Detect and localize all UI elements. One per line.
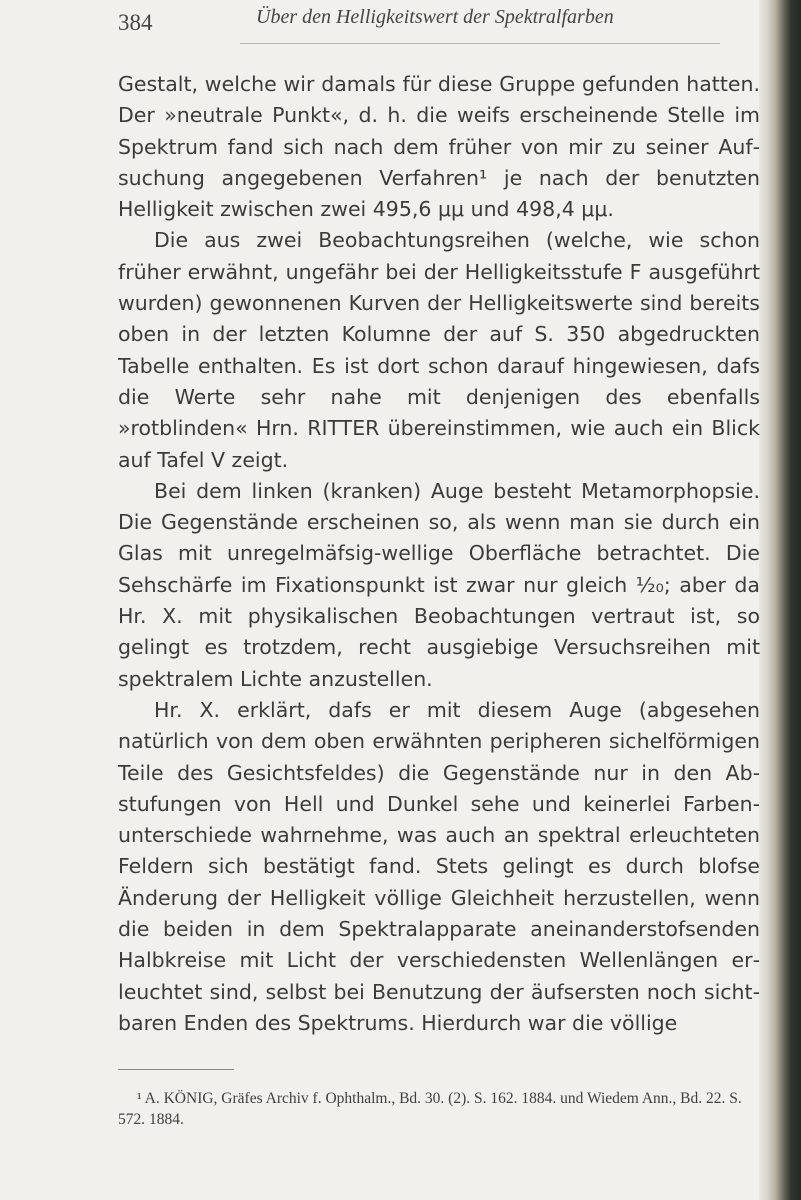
running-head: Über den Helligkeitswert der Spektralfarben xyxy=(256,6,614,28)
book-page-edge xyxy=(759,0,801,1200)
body-text xyxy=(118,69,760,1039)
page-header xyxy=(118,0,758,40)
footnote-text: ¹ A. KÖNIG, Gräfes Archiv f. Ophthalm., Bd. 30. (2). S. 162. 1884. und Wiedem Ann., Bd. 22. S. 572. 1884. xyxy=(118,1090,742,1128)
paragraph-3: Bei dem linken (kranken) Auge besteht Metamorphopsie. Die Gegenstände erscheinen so, als wenn man sie durch ein Glas mit unregelmäfsig-wellige Oberfläche betrachtet. Die Sehschärfe im Fixationspunkt ist zwar nur gleich ¹⁄₂₀; aber da Hr. X. mit physikalischen Beobachtungen vertraut ist, so gelingt es trotzdem, recht ausgiebige Versuchsreihen mit spektralem Lichte anzustellen. xyxy=(118,478,760,691)
paragraph-4: Hr. X. erklärt, dafs er mit diesem Auge (abgesehen natürlich von dem oben erwähnten peripheren sichelförmigen Teile des Gesichtsfeldes) die Gegenstände nur in den Abstufungen von Hell und Dunkel sehe und keinerlei Farbenunterschiede wahrnehme, was auch an spektral erleuchteten Feldern sich bestätigt fand. Stets gelingt es durch blofse Änderung der Helligkeit völlige Gleichheit herzustellen, wenn die beiden in dem Spektralapparate aneinanderstofsenden Halbkreise mit Licht der verschiedensten Wellenlängen erleuchtet sind, selbst bei Benutzung der äufsersten noch sichtbaren Enden des Spektrums. Hierdurch war die völlige xyxy=(118,697,760,1035)
header-rule xyxy=(240,43,720,44)
footnote xyxy=(118,1088,768,1130)
page-number: 384 xyxy=(118,10,153,35)
paragraph-1: Gestalt, welche wir damals für diese Gruppe gefunden hatten. Der »neutrale Punkt«, d. h. die weifs erscheinende Stelle im Spektrum fand sich nach dem früher von mir zu seiner Aufsuchung angegebenen Verfahren¹ je nach der benutzten Helligkeit zwischen zwei 495,6 μμ und 498,4 μμ. xyxy=(118,72,760,222)
paragraph-2: Die aus zwei Beobachtungsreihen (welche, wie schon früher erwähnt, ungefähr bei der Helligkeitsstufe F ausgeführt wurden) gewonnenen Kurven der Helligkeitswerte sind bereits oben in der letzten Kolumne der auf S. 350 abgedruckten Tabelle enthalten. Es ist dort schon darauf hingewiesen, dafs die Werte sehr nahe mit denjenigen des ebenfalls »rotblinden« Hrn. RITTER übereinstimmen, wie auch ein Blick auf Tafel V zeigt. xyxy=(118,228,760,472)
footnote-rule xyxy=(118,1069,234,1070)
